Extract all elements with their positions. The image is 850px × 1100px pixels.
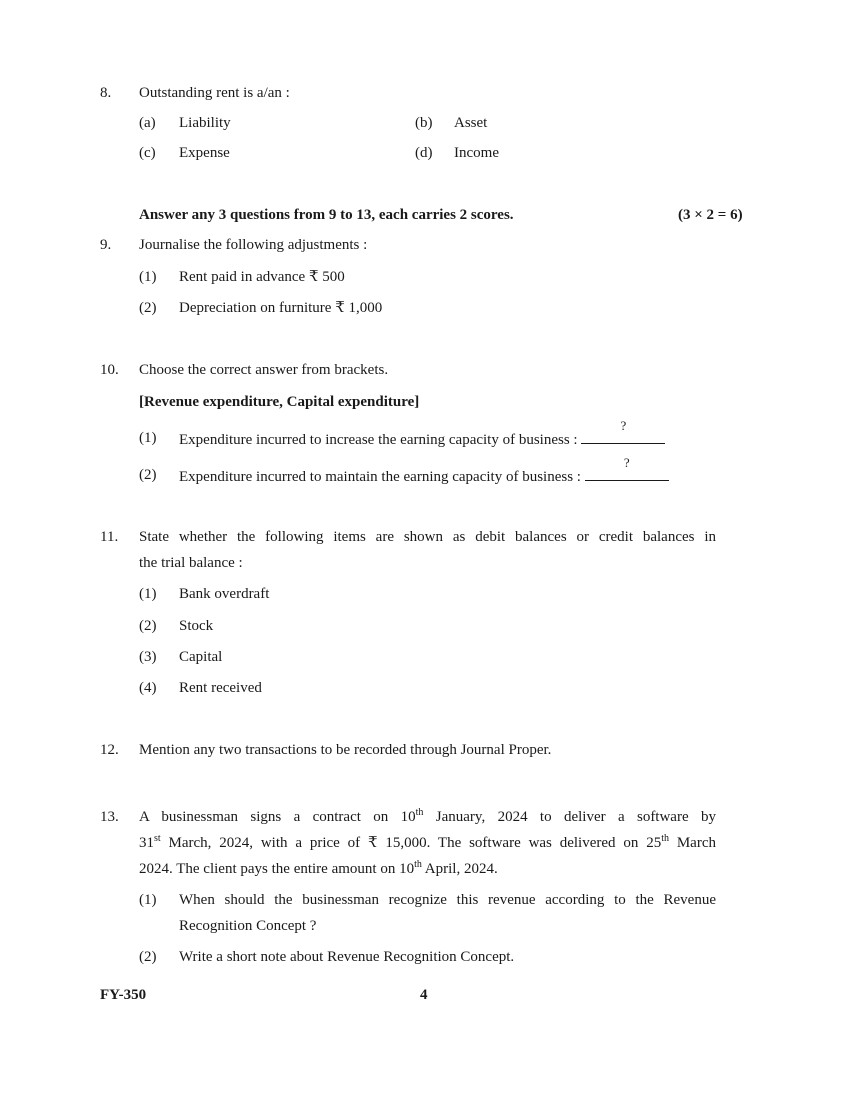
question-text: Outstanding rent is a/an :: [139, 85, 290, 101]
option-text: Asset: [454, 115, 488, 131]
item-label: (1): [139, 430, 157, 446]
fill-blank-item: [179, 418, 665, 449]
item-text: Rent received: [179, 680, 262, 696]
item-label: (4): [139, 680, 157, 696]
section-marks: (3 × 2 = 6): [678, 207, 743, 223]
question-number: 12.: [100, 742, 119, 758]
question-text-line: 2024. The client pays the entire amount on 10th April, 2024.: [139, 859, 498, 877]
option-text: Liability: [179, 115, 231, 131]
option-text: Income: [454, 145, 499, 161]
item-text: Depreciation on furniture ₹ 1,000: [179, 300, 383, 316]
blank-mark: ?: [620, 418, 627, 433]
question-text: Choose the correct answer from brackets.: [139, 362, 389, 378]
page-number: 4: [420, 987, 428, 1003]
question-text-line: A businessman signs a contract on 10th January, 2024 to deliver a software by: [139, 807, 716, 825]
answer-blank[interactable]: [581, 418, 665, 444]
item-text-line: When should the businessman recognize this revenue according to the Revenue: [179, 892, 716, 908]
option-label: (c): [139, 145, 156, 161]
item-label: (1): [139, 892, 157, 908]
question-number: 9.: [100, 237, 112, 253]
question-text-line: 31st March, 2024, with a price of ₹ 15,000. The software was delivered on 25th March: [139, 833, 716, 851]
question-number: 10.: [100, 362, 119, 378]
question-text: Journalise the following adjustments :: [139, 237, 368, 253]
item-text: Expenditure incurred to maintain the earning capacity of business :: [179, 469, 581, 485]
item-label: (2): [139, 618, 157, 634]
option-label: (d): [415, 145, 433, 161]
item-label: (1): [139, 269, 157, 285]
paper-code: FY-350: [100, 987, 147, 1003]
item-text: Capital: [179, 649, 223, 665]
item-label: (2): [139, 949, 157, 965]
answer-blank[interactable]: [585, 455, 669, 481]
item-label: (2): [139, 300, 157, 316]
question-number: 8.: [100, 85, 112, 101]
item-text-line: Recognition Concept ?: [179, 918, 317, 934]
option-label: (b): [415, 115, 433, 131]
item-label: (1): [139, 586, 157, 602]
option-text: Expense: [179, 145, 230, 161]
item-text: Stock: [179, 618, 214, 634]
question-text-line: State whether the following items are shown as debit balances or credit balances in: [139, 529, 716, 545]
section-instruction: Answer any 3 questions from 9 to 13, each carries 2 scores.: [139, 207, 514, 223]
option-label: (a): [139, 115, 156, 131]
question-text-line: the trial balance :: [139, 555, 243, 571]
question-text: Mention any two transactions to be recorded through Journal Proper.: [139, 742, 552, 758]
fill-blank-item: [179, 455, 669, 486]
question-number: 11.: [100, 529, 119, 545]
item-label: (3): [139, 649, 157, 665]
blank-mark: ?: [623, 455, 630, 470]
item-text: Expenditure incurred to increase the earning capacity of business :: [179, 432, 578, 448]
item-text: Rent paid in advance ₹ 500: [179, 269, 345, 285]
question-number: 13.: [100, 809, 119, 825]
bracket-options: [Revenue expenditure, Capital expenditure]: [139, 394, 420, 410]
item-text: Bank overdraft: [179, 586, 270, 602]
item-label: (2): [139, 467, 157, 483]
item-text-line: Write a short note about Revenue Recognition Concept.: [179, 949, 515, 965]
